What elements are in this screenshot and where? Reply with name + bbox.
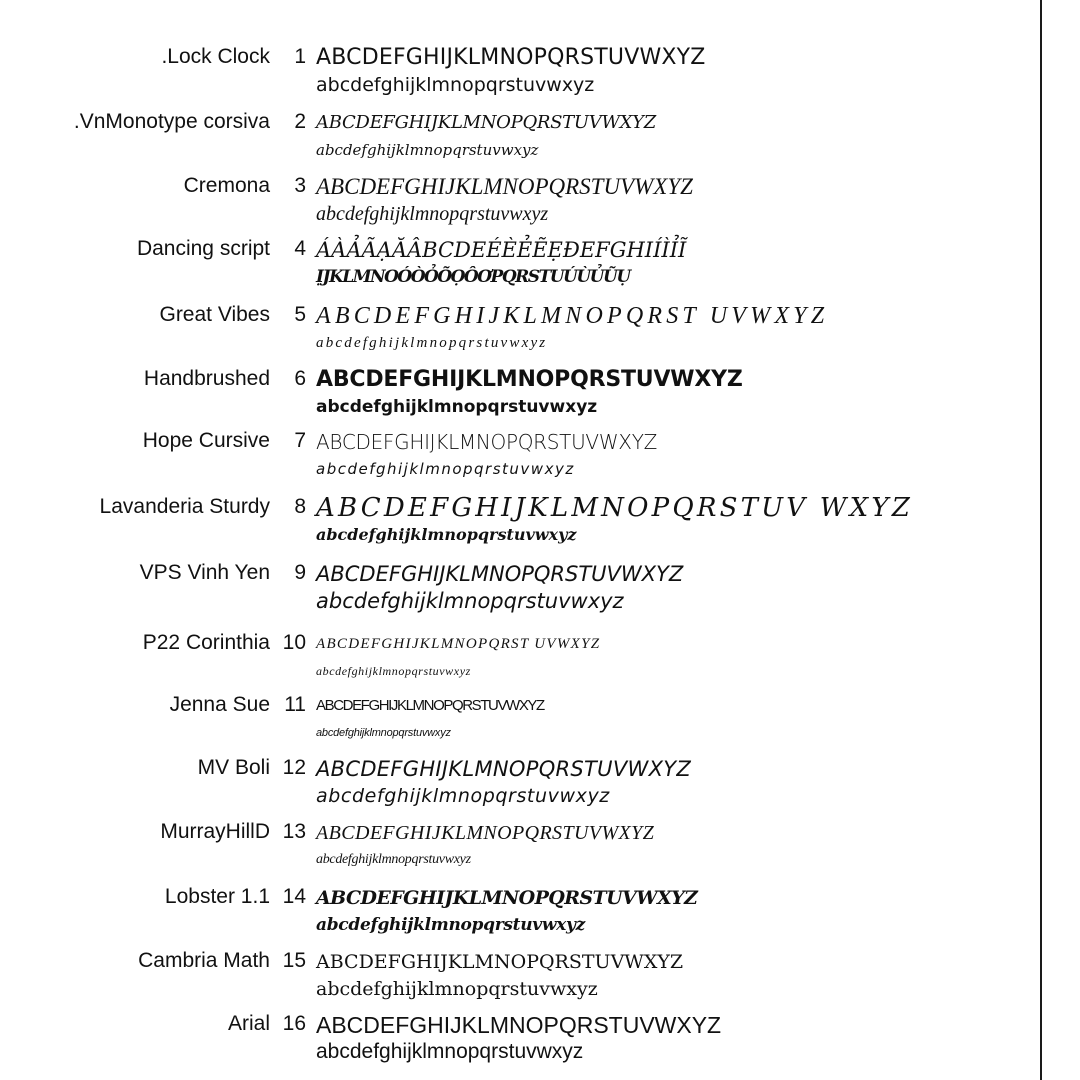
- lowercase-sample: abcdefghijklmnopqrstuvwxyz: [316, 203, 549, 225]
- uppercase-sample: ABCDEFGHIJKLMNOPQRSTUVWXYZ: [316, 822, 655, 844]
- font-row-lock-clock: [0, 44, 1040, 106]
- font-number: 3: [294, 174, 306, 197]
- uppercase-sample: ABCDEFGHIJKLMNOPQRSTUVWXYZ: [316, 174, 693, 199]
- uppercase-sample: ABCDEFGHIJKLMNOPQRST UVWXYZ: [316, 636, 601, 652]
- font-number: 9: [294, 561, 306, 584]
- font-name: Great Vibes: [159, 303, 270, 326]
- lowercase-sample: abcdefghijklmnopqrstuvwxyz: [316, 1040, 584, 1063]
- font-row-hope-cursive: [0, 428, 1040, 490]
- lowercase-sample: ỊJKLMNOÓÒỎÕỌÔƠPQRSTUÚÙỦŨỤ: [316, 267, 630, 287]
- font-name: Jenna Sue: [169, 693, 270, 716]
- uppercase-sample: ABCDEFGHIJKLMNOPQRSTUVWXYZ: [316, 1012, 722, 1038]
- font-name: Lobster 1.1: [164, 885, 270, 908]
- uppercase-sample: ABCDEFGHIJKLMNOPQRSTUVWXYZ: [316, 562, 684, 586]
- font-number: 10: [282, 631, 306, 654]
- font-number: 2: [294, 110, 306, 133]
- font-row-vnmonotype-corsiva: [0, 109, 1040, 171]
- font-name: Cambria Math: [138, 949, 270, 972]
- font-name: Arial: [227, 1012, 270, 1035]
- font-row-lavanderia-sturdy: [0, 494, 1040, 556]
- uppercase-sample: ABCDEFGHIJKLMNOPQRSTUVWXYZ: [316, 45, 706, 70]
- font-number: 5: [294, 303, 306, 326]
- lowercase-sample: abcdefghijklmnopqrstuvwxyz: [316, 727, 451, 739]
- font-number: 15: [282, 949, 306, 972]
- font-name: Lavanderia Sturdy: [99, 495, 270, 518]
- uppercase-sample: ABCDEFGHIJKLMNOPQRSTUVWXYZ: [316, 112, 656, 133]
- font-number: 1: [294, 45, 306, 68]
- font-row-lobster: [0, 884, 1040, 946]
- font-name: Hope Cursive: [142, 429, 270, 452]
- uppercase-sample: ABCDEFGHIJKLMNOPQRSTUVWXYZ: [316, 757, 692, 781]
- lowercase-sample: abcdefghijklmnopqrstuvwxyz: [316, 915, 585, 935]
- uppercase-sample: ÁÀẢÃẠĂÂBCDEÉÈẺẼẸĐEFGHIÍÌỈĨ: [316, 238, 687, 262]
- font-row-vps-vinh-yen: [0, 560, 1040, 622]
- font-name: P22 Corinthia: [142, 631, 270, 654]
- uppercase-sample: ABCDEFGHIJKLMNOPQRSTUVWXYZ: [316, 367, 743, 392]
- lowercase-sample: abcdefghijklmnopqrstuvwxyz: [316, 74, 595, 96]
- font-name: .Lock Clock: [161, 45, 270, 68]
- uppercase-sample: ABCDEFGHIJKLMNOPQRSTUVWXYZ: [316, 697, 544, 714]
- font-name: VPS Vinh Yen: [139, 561, 270, 584]
- font-row-p22-corinthia: [0, 630, 1040, 692]
- lowercase-sample: abcdefghijklmnopqrstuvwxyz: [316, 785, 610, 807]
- lowercase-sample: abcdefghijklmnopqrstuvwxyz: [316, 852, 471, 867]
- font-row-handbrushed: [0, 366, 1040, 428]
- uppercase-sample: ABCDEFGHIJKLMNOPQRST UVWXYZ: [316, 303, 829, 329]
- lowercase-sample: abcdefghijklmnopqrstuvwxyz: [316, 335, 548, 351]
- font-number: 14: [282, 885, 306, 908]
- font-number: 12: [282, 756, 306, 779]
- font-row-dancing-script: [0, 236, 1040, 298]
- font-name: MV Boli: [197, 756, 270, 779]
- font-row-mv-boli: [0, 755, 1040, 817]
- font-number: 8: [294, 495, 306, 518]
- uppercase-sample: ABCDEFGHIJKLMNOPQRSTUVWXYZ: [316, 951, 684, 973]
- font-name: Dancing script: [136, 237, 270, 260]
- uppercase-sample: ABCDEFGHIJKLMNOPQRSTUVWXYZ: [316, 430, 658, 454]
- lowercase-sample: abcdefghijklmnopqrstuvwxyz: [316, 141, 539, 159]
- lowercase-sample: abcdefghijklmnopqrstuvwxyz: [316, 460, 575, 478]
- font-name: .VnMonotype corsiva: [73, 110, 270, 133]
- font-name: Cremona: [183, 174, 270, 197]
- font-row-arial: [0, 1011, 1040, 1073]
- lowercase-sample: abcdefghijklmnopqrstuvwxyz: [316, 589, 624, 613]
- font-name: Handbrushed: [143, 367, 270, 390]
- uppercase-sample: ABCDEFGHIJKLMNOPQRSTUV WXYZ: [316, 493, 913, 523]
- lowercase-sample: abcdefghijklmnopqrstuvwxyz: [316, 664, 471, 678]
- lowercase-sample: abcdefghijklmnopqrstuvwxyz: [316, 397, 598, 417]
- font-row-cambria-math: [0, 948, 1040, 1010]
- font-number: 4: [294, 237, 306, 260]
- font-row-cremona: [0, 173, 1040, 235]
- lowercase-sample: abcdefghijklmnopqrstuvwxyz: [316, 978, 598, 1000]
- lowercase-sample: abcdefghijklmnopqrstuvwxyz: [316, 525, 577, 544]
- font-row-murrayhilld: [0, 819, 1040, 881]
- font-number: 16: [282, 1012, 306, 1035]
- font-number: 11: [284, 693, 306, 716]
- font-row-jenna-sue: [0, 692, 1040, 754]
- font-row-great-vibes: [0, 302, 1040, 364]
- right-border-line: [1040, 0, 1042, 1080]
- font-number: 13: [282, 820, 306, 843]
- font-number: 7: [294, 429, 306, 452]
- font-number: 6: [294, 367, 306, 390]
- font-name: MurrayHillD: [160, 820, 270, 843]
- uppercase-sample: ABCDEFGHIJKLMNOPQRSTUVWXYZ: [316, 887, 698, 909]
